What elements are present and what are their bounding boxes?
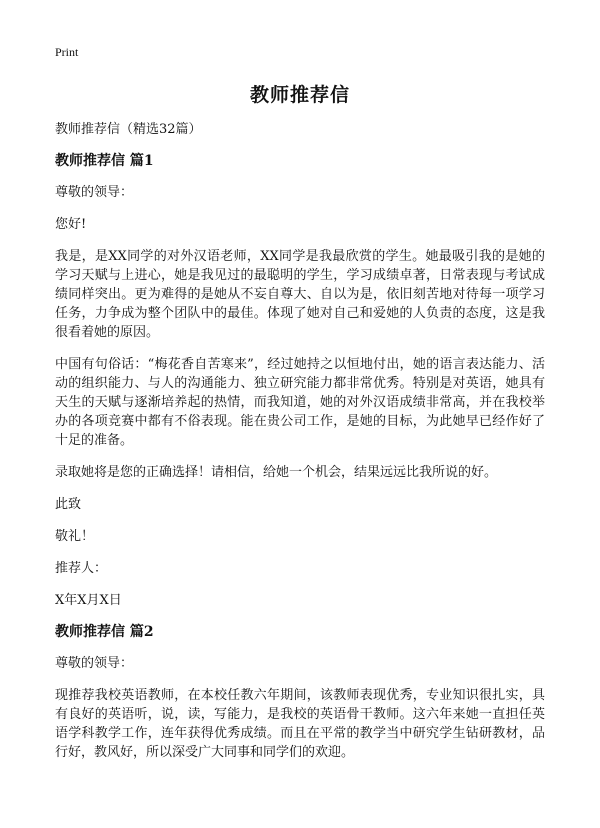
- recommender-label: 推荐人：: [55, 561, 108, 576]
- section-heading-2: 教师推荐信 篇2: [55, 624, 154, 640]
- paragraph-2-1: 现推荐我校英语教师，在本校任教六年期间，该教师表现优秀，专业知识很扎实，具有良好的英语听，说，读，写能力，是我校的英语骨干教师。这六年来她一直担任英语学科教学工作，连年获得优秀成绩。而且在平常的教学当中研究学生钻研教材，品行好，教风好，所以深受广大同事和同学们的欢迎。: [55, 688, 545, 760]
- document-body: [55, 120, 545, 775]
- document-subtitle: 教师推荐信（精选32篇）: [55, 122, 202, 137]
- paragraph-1-3: 录取她将是您的正确选择！请相信，给她一个机会，结果远远比我所说的好。: [55, 465, 498, 480]
- closing-line-1: 此致: [55, 497, 82, 512]
- salutation-2: 尊敬的领导：: [55, 656, 134, 671]
- paragraph-1-2: 中国有句俗话：“梅花香自苦寒来”，经过她持之以恒地付出，她的语言表达能力、活动的组织能力、与人的沟通能力、独立研究能力都非常优秀。特别是对英语，她具有天生的天赋与逐渐培养起的热情，而我知道，她的对外汉语成绩非常高，并在我校举办的各项竞赛中都有不俗表现。能在贵公司工作，是她的目标，为此她早已经作好了十足的准备。: [55, 357, 545, 448]
- date-line: X年X月X日: [55, 593, 122, 608]
- closing-line-2: 敬礼！: [55, 529, 95, 544]
- salutation-1: 尊敬的领导：: [55, 185, 134, 200]
- document-title: 教师推荐信: [249, 84, 350, 106]
- section-heading-1: 教师推荐信 篇1: [55, 153, 154, 169]
- print-link[interactable]: Print: [55, 45, 79, 59]
- paragraph-1-1: 我是，是XX同学的对外汉语老师，XX同学是我最欣赏的学生。她最吸引我的是她的学习天赋与上进心，她是我见过的最聪明的学生，学习成绩卓著，日常表现与考试成绩同样突出。更为难得的是她从不妄自尊大、自以为是，依旧刻苦地对待每一项学习任务，力争成为整个团队中的最佳。体现了她对自己和爱她的人负责的态度，这是我很看着她的原因。: [55, 249, 545, 340]
- greeting-1: 您好!: [55, 217, 87, 232]
